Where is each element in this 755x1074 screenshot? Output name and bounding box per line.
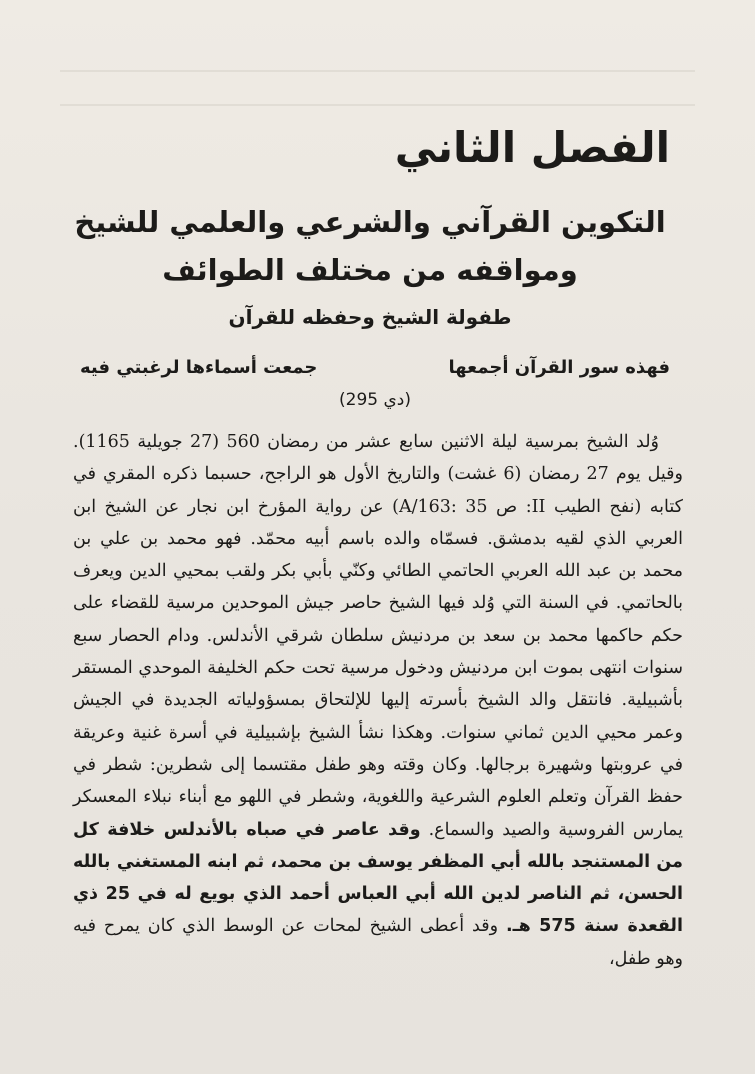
- verse-hemistich-right: فهذه سور القرآن أجمعها: [448, 357, 670, 378]
- poem-verse: [80, 352, 670, 416]
- chapter-header: [70, 118, 670, 334]
- body-paragraph-text: وُلد الشيخ بمرسية ليلة الاثنين سابع عشر من رمضان 560 (27 جويلية 1165). وقيل يوم 27 رمضان (6 غشت) والتاريخ الأول هو الراجح، حسبما ذكره المقري في كتابه (نفح الطيب II: ص A/163: 35) عن رواية المؤرخ ابن نجار عن الشيخ ابن العربي الذي لقيه بدمشق. فسمّاه والده باسم أبيه محمّد. فهو محمد بن علي بن محمد بن عبد الله العربي الحاتمي الطائي وكنّي بأبي بكر ولقب بمحيي الدين ويعرف بالحاتمي. في السنة التي وُلد فيها الشيخ حاصر جيش الموحدين مرسية للقضاء على حكم حاكمها محمد بن سعد بن مردنيش سلطان شرقي الأندلس. ودام الحصار سبع سنوات انتهى بموت ابن مردنيش ودخول مرسية تحت حكم الخليفة الموحدي المستقر بأشبيلية. فانتقل والد الشيخ بأسرته إليها للإلتحاق بمسؤولياته الجديدة في الجيش وعمر محيي الدين ثماني سنوات. وهكذا نشأ الشيخ بإشبيلية في أسرة غنية وعريقة في عروبتها وشهيرة برجالها. وكان وقته وهو طفل مقتسما إلى شطرين: شطر في حفظ القرآن وتعلم العلوم الشرعية واللغوية، وشطر في اللهو مع أبناء نبلاء المعسكر يمارس الفروسية والصيد والسماع.: [73, 432, 683, 840]
- body-paragraph-bold-text: وقد عاصر في صباه بالأندلس خلافة كل من المستنجد بالله أبي المظفر يوسف بن محمد، ثم ابنه المستغني بالله الحسن، ثم الناصر لدين الله أبي العباس أحمد الذي بويع له في 25 ذي القعدة سنة 575 هـ.: [73, 819, 683, 937]
- bleed-through-line: [60, 70, 695, 72]
- bleed-through-line: [60, 104, 695, 106]
- verse-hemistich-left: جمعت أسماءها لرغبتي فيه: [80, 357, 318, 378]
- verse-line: [80, 352, 670, 384]
- verse-reference: (دي 295): [338, 390, 411, 410]
- body-paragraph: [73, 426, 683, 975]
- section-title: [70, 198, 670, 294]
- chapter-title: الفصل الثاني: [394, 123, 670, 172]
- section-title-line2: ومواقفه من مختلف الطوائف: [162, 253, 578, 287]
- body-paragraph-tail-text: وقد أعطى الشيخ لمحات عن الوسط الذي كان يمرح فيه وهو طفل،: [73, 916, 683, 969]
- section-title-line1: التكوين القرآني والشرعي والعلمي للشيخ: [74, 205, 666, 239]
- body-text: [73, 426, 683, 975]
- subsection-title: طفولة الشيخ وحفظه للقرآن: [228, 305, 512, 329]
